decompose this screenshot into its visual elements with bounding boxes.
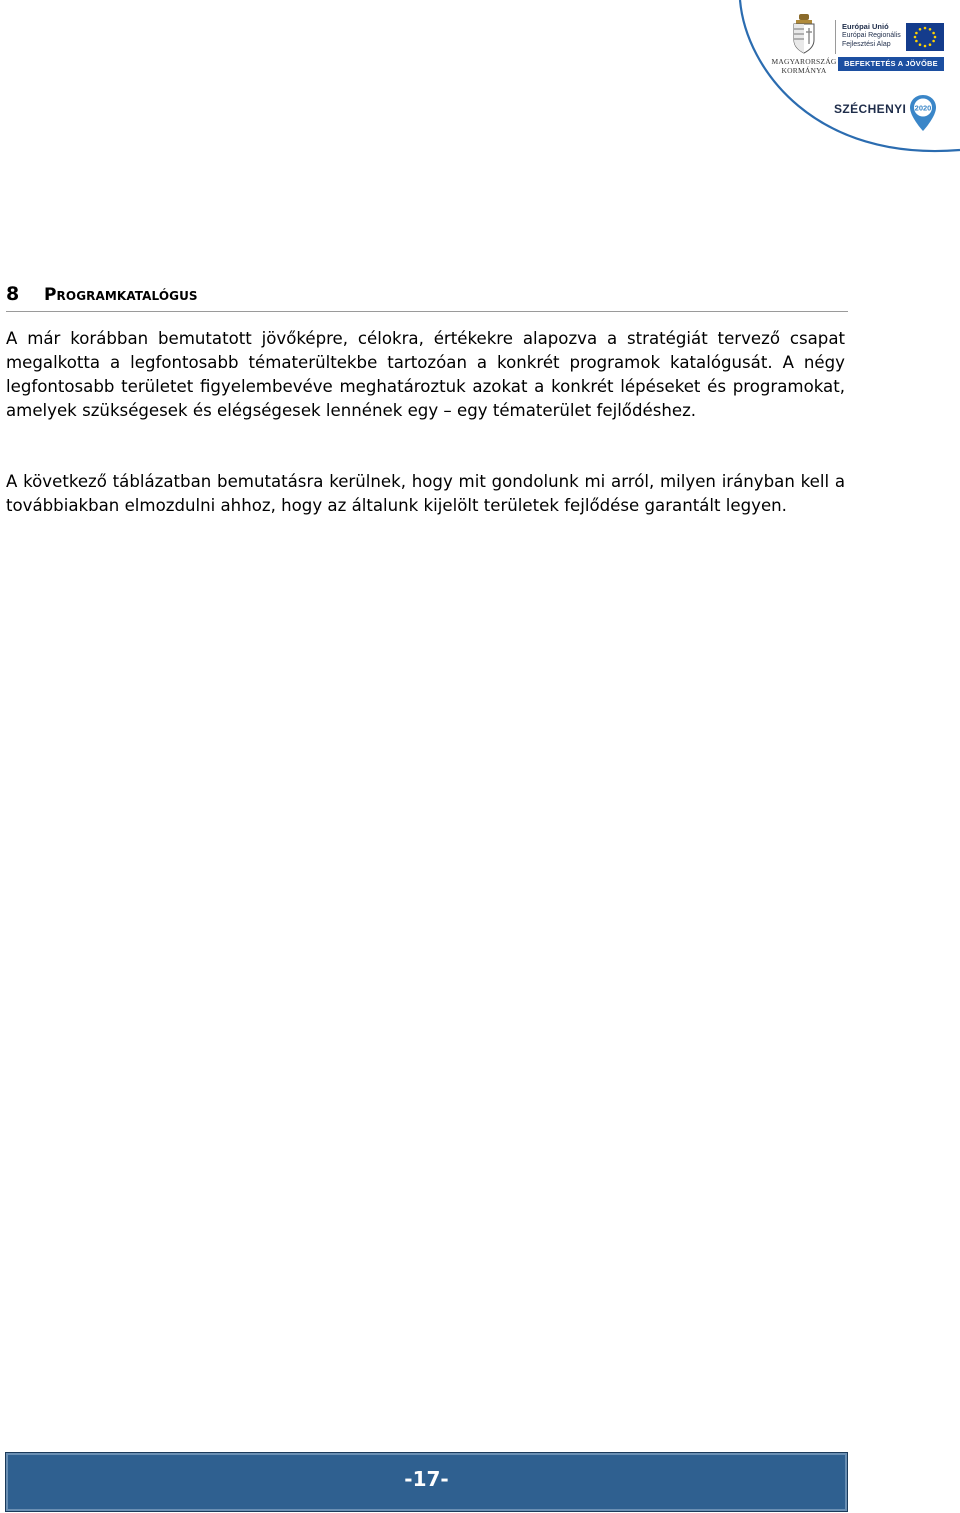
body-paragraph-2: A következő táblázatban bemutatásra kerülnek, hogy mit gondolunk mi arról, milyen irányban kell a továbbiakban elmozdulni ahhoz, hogy az általunk kijelölt területek fejlődése garantált legyen. <box>6 472 845 515</box>
section-title: Programkatalógus <box>44 285 198 305</box>
government-label-line1: MAGYARORSZÁG <box>771 57 837 66</box>
page-number: -17- <box>404 1467 449 1491</box>
section-heading <box>6 283 848 312</box>
section-number: 8 <box>6 283 20 305</box>
eu-banner: BEFEKTETÉS A JÖVŐBE <box>838 57 944 71</box>
eu-fund-line1: Európai Regionális <box>842 32 901 39</box>
page-footer <box>5 1452 848 1512</box>
eu-text-block <box>842 22 906 49</box>
hungarian-crest-icon <box>790 14 818 54</box>
location-pin-icon <box>909 94 937 132</box>
government-label <box>770 57 838 75</box>
logo-divider <box>835 20 836 54</box>
body-paragraph-1: A már korábban bemutatott jövőképre, célokra, értékekre alapozva a stratégiát tervező csapat megalkotta a legfontosabb tématerültekbe tartozóan a konkrét programok katalógusát. A négy legfontosabb területet figyelembevéve meghatároztuk azokat a konkrét lépéseket és programokat, amelyek szükségesek és elégségesek lennének egy – egy tématerület fejlődéshez. <box>6 329 845 420</box>
eu-flag-icon <box>906 23 944 51</box>
eu-fund-line2: Fejlesztési Alap <box>842 41 891 48</box>
szechenyi-logo-text: SZÉCHENYI <box>834 102 907 116</box>
program-year: 2020 <box>914 103 932 113</box>
eu-name: Európai Unió <box>842 22 889 31</box>
government-label-line2: KORMÁNYA <box>781 66 827 75</box>
